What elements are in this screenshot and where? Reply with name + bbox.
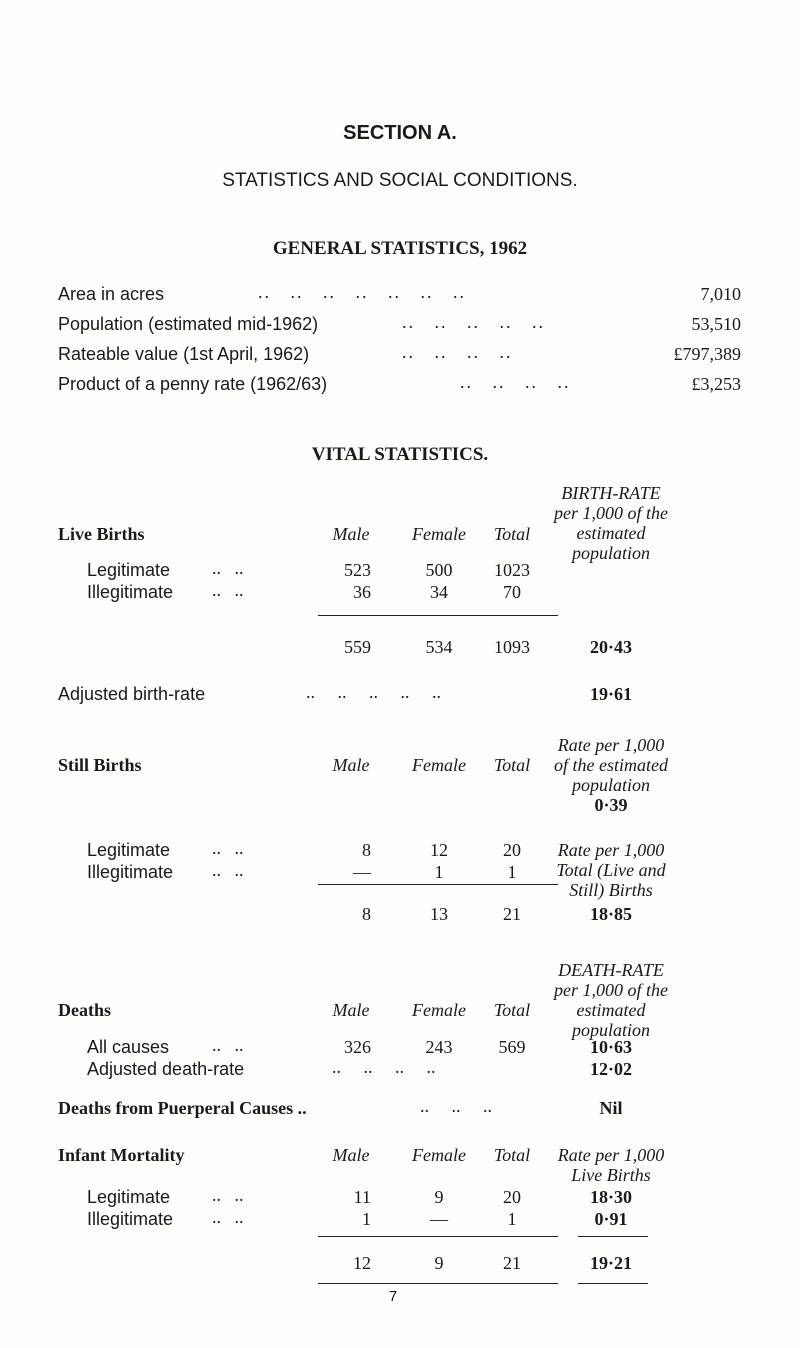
- total-total: 21: [503, 904, 521, 924]
- total-total: 1093: [494, 637, 530, 657]
- cell-male: 36: [353, 582, 371, 602]
- rate-header-line: population: [571, 775, 651, 795]
- adjusted-death-rate-value: 12·02: [589, 1059, 633, 1079]
- rate-header-line: Live Births: [571, 1165, 651, 1185]
- infant-mortality-title: Infant Mortality: [58, 1145, 185, 1165]
- main-heading: STATISTICS AND SOCIAL CONDITIONS.: [222, 170, 578, 191]
- rate-header-line: estimated: [576, 523, 646, 543]
- general-row-label: Population (estimated mid-1962): [58, 314, 319, 334]
- col-total: Total: [493, 755, 531, 775]
- general-row-label: Product of a penny rate (1962/63): [58, 374, 328, 394]
- general-row-label: Area in acres: [58, 284, 165, 304]
- bottom-rate-rule: [578, 1283, 648, 1284]
- total-female: 9: [434, 1253, 444, 1273]
- cell-male: 1: [362, 1209, 371, 1229]
- col-female: Female: [412, 755, 466, 775]
- infant-rate-value: 0·91: [594, 1209, 628, 1229]
- total-total: 21: [503, 1253, 521, 1273]
- rate-header-line: Rate per 1,000: [557, 840, 665, 860]
- cell-female: 500: [425, 560, 453, 580]
- row-label: Illegitimate: [87, 1209, 174, 1229]
- rate-header-line: Still) Births: [569, 880, 653, 900]
- leader-dots: .. ..: [212, 1185, 244, 1205]
- infant-rate-value: 18·30: [589, 1187, 633, 1207]
- leader-dots: .. .. .. .. ..: [402, 312, 545, 332]
- vital-statistics-heading: VITAL STATISTICS.: [311, 444, 489, 465]
- cell-total: 20: [503, 1187, 521, 1207]
- infant-total-rate-value: 19·21: [589, 1253, 633, 1273]
- general-statistics-heading: GENERAL STATISTICS, 1962: [272, 238, 528, 259]
- live-births-title: Live Births: [58, 524, 145, 544]
- page-number: 7: [388, 1288, 398, 1305]
- leader-dots: .. ..: [212, 580, 244, 600]
- general-row-label: Rateable value (1st April, 1962): [58, 344, 310, 364]
- rate-header-line: per 1,000 of the: [554, 503, 668, 523]
- cell-total: 569: [498, 1037, 526, 1057]
- leader-dots: .. ..: [212, 1035, 244, 1055]
- rate-header-line: Rate per 1,000: [557, 1145, 665, 1165]
- cell-female: 9: [434, 1187, 444, 1207]
- infant-rate-header: [558, 1145, 664, 1185]
- adjusted-birth-rate-value: 19·61: [589, 684, 633, 704]
- col-female: Female: [412, 524, 466, 544]
- col-total: Total: [493, 524, 531, 544]
- rate-header-line: of the estimated: [554, 755, 668, 775]
- row-label: Legitimate: [87, 1187, 171, 1207]
- rate-header-line: DEATH-RATE: [558, 960, 664, 980]
- cell-male: —: [353, 862, 371, 882]
- section-heading: SECTION A.: [343, 122, 457, 144]
- birth-rate-header: [554, 483, 668, 563]
- still-total-rate-header: [556, 840, 665, 900]
- cell-total: 70: [503, 582, 521, 602]
- row-label: All causes: [87, 1037, 170, 1057]
- deaths-title: Deaths: [58, 1000, 111, 1020]
- rate-header-line: Total (Live and: [556, 860, 666, 880]
- cell-total: 1: [507, 1209, 517, 1229]
- leader-dots: .. .. .. ..: [332, 1057, 436, 1077]
- rate-rule: [578, 1236, 648, 1237]
- col-male: Male: [332, 524, 370, 544]
- row-label: Legitimate: [87, 560, 171, 580]
- cell-male: 11: [353, 1187, 371, 1207]
- rate-header-line: Rate per 1,000: [557, 735, 665, 755]
- col-female: Female: [412, 1000, 466, 1020]
- col-male: Male: [332, 1000, 370, 1020]
- adjusted-death-rate-label: Adjusted death-rate: [87, 1059, 245, 1079]
- cell-total: 1023: [494, 560, 530, 580]
- cell-total: 1: [507, 862, 517, 882]
- total-female: 13: [430, 904, 448, 924]
- col-total: Total: [493, 1145, 531, 1165]
- row-label: Illegitimate: [87, 582, 174, 602]
- still-rate-value: 0·39: [594, 795, 628, 815]
- leader-dots: .. .. .. ..: [402, 342, 513, 362]
- col-female: Female: [412, 1145, 466, 1165]
- general-row-value: £3,253: [691, 374, 741, 394]
- still-births-title: Still Births: [58, 755, 142, 775]
- birth-rate-value: 20·43: [589, 637, 633, 657]
- total-male: 12: [353, 1253, 371, 1273]
- death-rate-value: 10·63: [589, 1037, 633, 1057]
- general-row-value: 7,010: [700, 284, 741, 304]
- leader-dots: .. .. .. .. .. .. ..: [258, 282, 466, 302]
- row-label: Legitimate: [87, 840, 171, 860]
- leader-dots: .. .. .. .. ..: [306, 682, 441, 702]
- leader-dots: .. .. ..: [420, 1096, 492, 1116]
- total-male: 559: [344, 637, 371, 657]
- total-rule: [318, 1236, 558, 1237]
- rate-header-line: population: [571, 543, 650, 563]
- rate-header-line: population: [571, 1020, 650, 1040]
- rate-header-line: BIRTH-RATE: [561, 483, 661, 503]
- death-rate-header: [554, 960, 668, 1040]
- general-row-value: £797,389: [673, 344, 741, 364]
- col-male: Male: [332, 755, 370, 775]
- cell-male: 8: [362, 840, 371, 860]
- col-male: Male: [332, 1145, 370, 1165]
- rate-header-line: estimated: [576, 1000, 646, 1020]
- adjusted-birth-rate-label: Adjusted birth-rate: [58, 684, 206, 704]
- rate-header-line: per 1,000 of the: [554, 980, 668, 1000]
- leader-dots: .. ..: [212, 860, 244, 880]
- bottom-rule: [318, 1283, 558, 1284]
- cell-female: —: [430, 1209, 448, 1229]
- cell-male: 523: [344, 560, 371, 580]
- general-row-value: 53,510: [691, 314, 741, 334]
- still-total-rate-value: 18·85: [589, 904, 633, 924]
- leader-dots: .. ..: [212, 838, 244, 858]
- leader-dots: .. .. .. ..: [460, 372, 571, 392]
- row-label: Illegitimate: [87, 862, 174, 882]
- still-rate-header: [554, 735, 668, 815]
- puerperal-label: Deaths from Puerperal Causes ..: [58, 1098, 307, 1118]
- leader-dots: .. ..: [212, 558, 244, 578]
- leader-dots: .. ..: [212, 1207, 244, 1227]
- cell-female: 243: [425, 1037, 453, 1057]
- col-total: Total: [493, 1000, 531, 1020]
- cell-female: 34: [430, 582, 448, 602]
- puerperal-value: Nil: [599, 1098, 623, 1118]
- total-male: 8: [362, 904, 371, 924]
- cell-female: 12: [430, 840, 448, 860]
- cell-female: 1: [434, 862, 444, 882]
- cell-total: 20: [503, 840, 521, 860]
- cell-male: 326: [344, 1037, 371, 1057]
- total-rule: [318, 615, 558, 616]
- total-rule: [318, 884, 558, 885]
- total-female: 534: [425, 637, 453, 657]
